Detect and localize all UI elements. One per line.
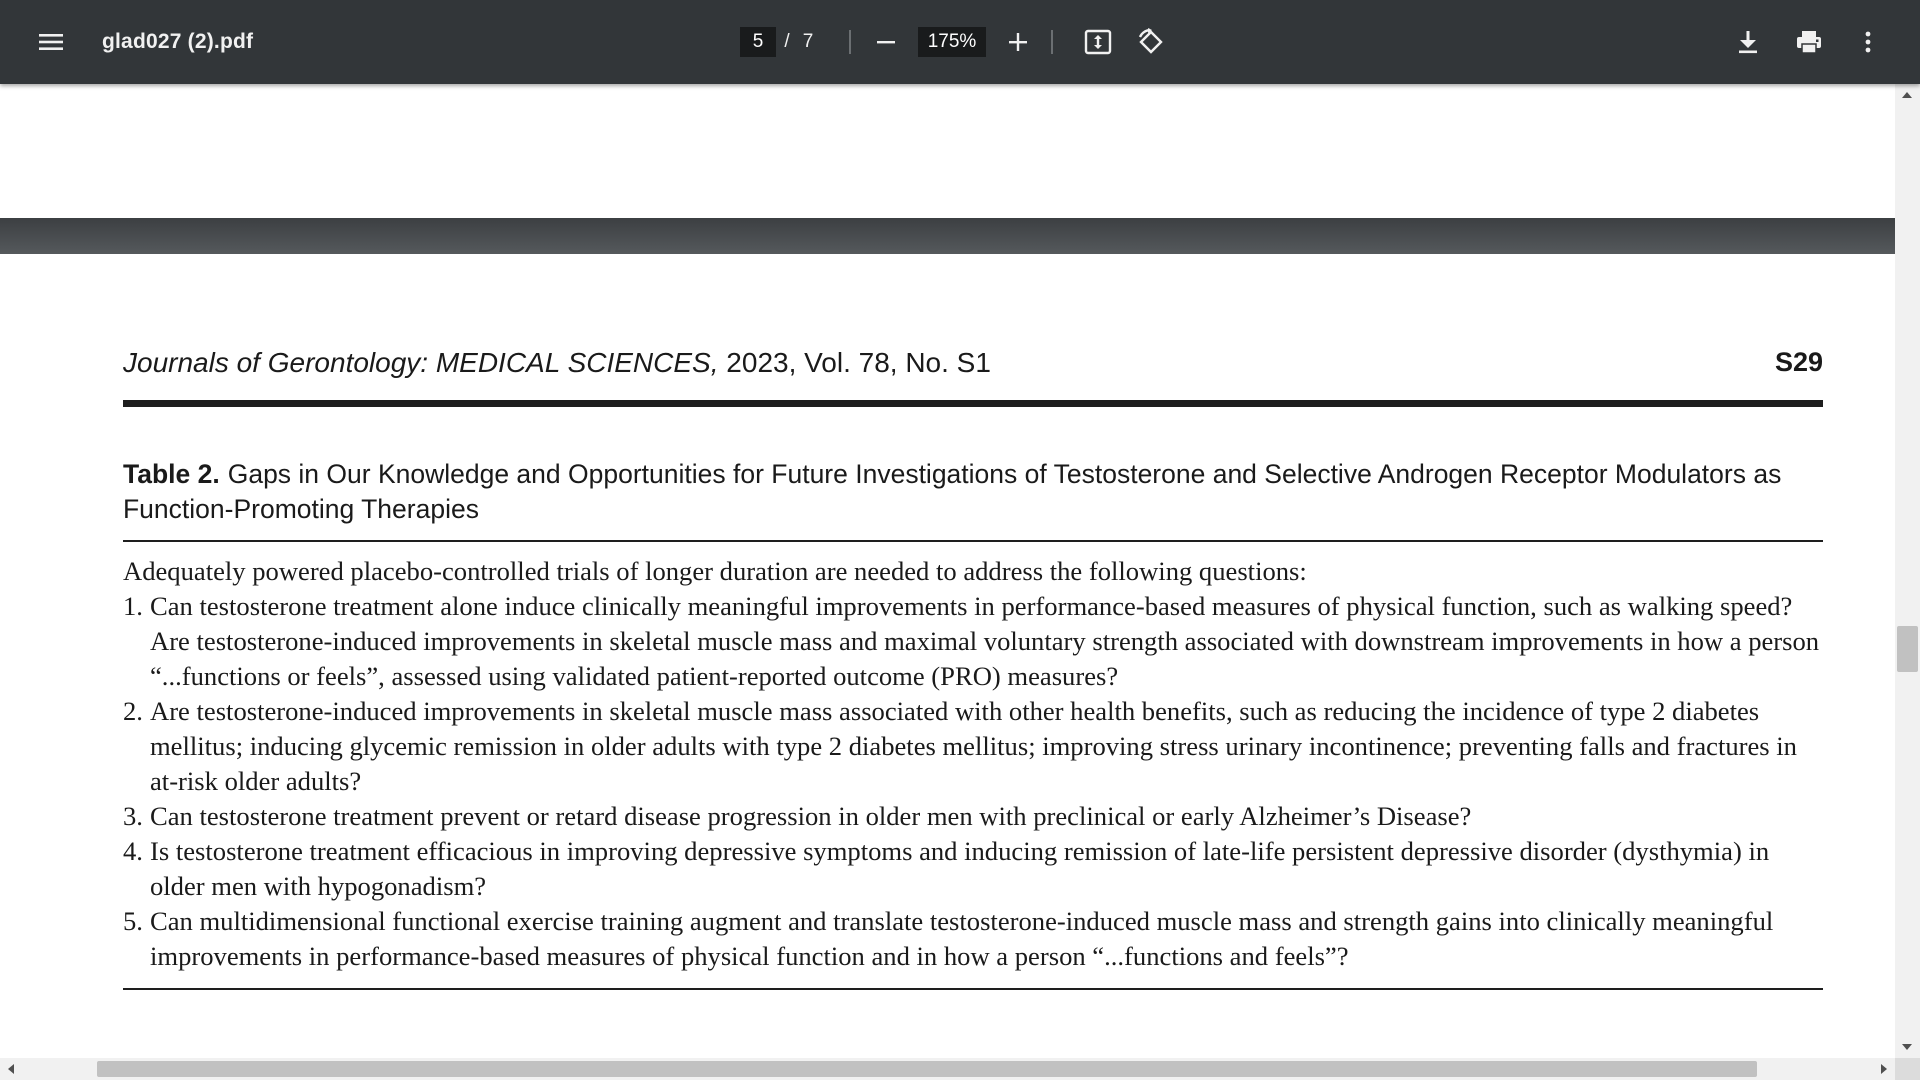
item-text: Can multidimensional functional exercise training augment and translate testosterone-induced muscle mass and strength gains into clinically meaningful improvements in performance-based measures of physical function and in how a person “...functions and feels”? [150,906,1774,971]
item-number: 2. [123,696,143,726]
horizontal-scroll-thumb[interactable] [97,1061,1757,1077]
rotate-button[interactable] [1130,22,1172,62]
download-button[interactable] [1728,22,1768,62]
table-caption [123,457,1833,527]
scroll-right-arrow[interactable] [1881,1064,1887,1074]
pdf-page [0,254,1895,1058]
list-item [123,799,1833,834]
scroll-down-arrow[interactable] [1902,1044,1912,1050]
more-options-icon [1864,31,1872,53]
toolbar-divider [849,30,851,54]
table-body [123,554,1833,974]
zoom-in-icon [1008,32,1028,52]
item-text: Are testosterone-induced improvements in skeletal muscle mass associated with other health benefits, such as reducing the incidence of type 2 diabetes mellitus; inducing glycemic remission in older adults with type 2 diabetes mellitus; improving stress urinary incontinence; preventing falls and fractures in at-risk older adults? [150,696,1797,796]
item-number: 4. [123,836,143,866]
journal-name: Journals of Gerontology: MEDICAL SCIENCES, [123,347,719,378]
zoom-level-input[interactable]: 175% [918,27,986,57]
total-pages: 7 [802,31,814,52]
vertical-scroll-thumb[interactable] [1897,626,1918,672]
fit-to-page-button[interactable] [1078,22,1118,62]
scroll-up-arrow[interactable] [1902,92,1912,98]
list-item [123,834,1833,904]
list-item [123,904,1833,974]
item-number: 3. [123,801,143,831]
print-icon [1796,30,1822,54]
table-intro: Adequately powered placebo-controlled trials of longer duration are needed to address the following questions: [123,556,1307,586]
table-bottom-rule [123,988,1823,990]
fit-to-page-icon [1084,29,1112,55]
table-top-rule [123,540,1823,542]
zoom-in-button[interactable] [999,22,1037,62]
list-item [123,694,1833,799]
horizontal-scrollbar[interactable] [0,1058,1895,1080]
more-options-button[interactable] [1850,22,1886,62]
page-separator: / [784,31,790,52]
running-head [123,347,1823,387]
rotate-icon [1137,28,1165,56]
question-list [123,589,1833,974]
header-rule [123,400,1823,407]
scrollbar-corner [1895,1058,1920,1080]
vertical-scrollbar[interactable] [1895,84,1920,1058]
menu-icon [39,32,63,52]
document-title: glad027 (2).pdf [102,30,254,53]
item-number: 1. [123,591,143,621]
list-item [123,589,1833,694]
download-icon [1737,30,1759,54]
pdf-viewer[interactable] [0,84,1895,1058]
menu-button[interactable] [30,22,72,62]
journal-citation: 2023, Vol. 78, No. S1 [718,347,991,378]
item-text: Can testosterone treatment alone induce clinically meaningful improvements in performance-based measures of physical function, such as walking speed? Are testosterone-induced improvements in skeletal muscle mass and maximal voluntary strength associated with downstream improvements in how a person “...functions or feels”, assessed using validated patient-reported outcome (PRO) measures? [150,591,1820,691]
item-text: Can testosterone treatment prevent or retard disease progression in older men with preclinical or early Alzheimer’s Disease? [150,801,1472,831]
zoom-out-button[interactable] [868,22,904,62]
zoom-out-icon [876,32,896,52]
table-title: Gaps in Our Knowledge and Opportunities for Future Investigations of Testosterone and Selective Androgen Receptor Modulators as Function-Promoting Therapies [123,459,1782,524]
page-gap [0,218,1895,254]
scroll-left-arrow[interactable] [8,1064,14,1074]
previous-page-bottom [0,84,1895,218]
table-label: Table 2. [123,459,220,489]
page-code: S29 [1774,347,1823,377]
pdf-toolbar [0,0,1920,84]
print-button[interactable] [1788,22,1830,62]
item-text: Is testosterone treatment efficacious in improving depressive symptoms and inducing remission of late-life persistent depressive disorder (dysthymia) in older men with hypogonadism? [150,836,1770,901]
page-number-input[interactable]: 5 [740,27,776,57]
toolbar-divider [1051,30,1053,54]
item-number: 5. [123,906,143,936]
